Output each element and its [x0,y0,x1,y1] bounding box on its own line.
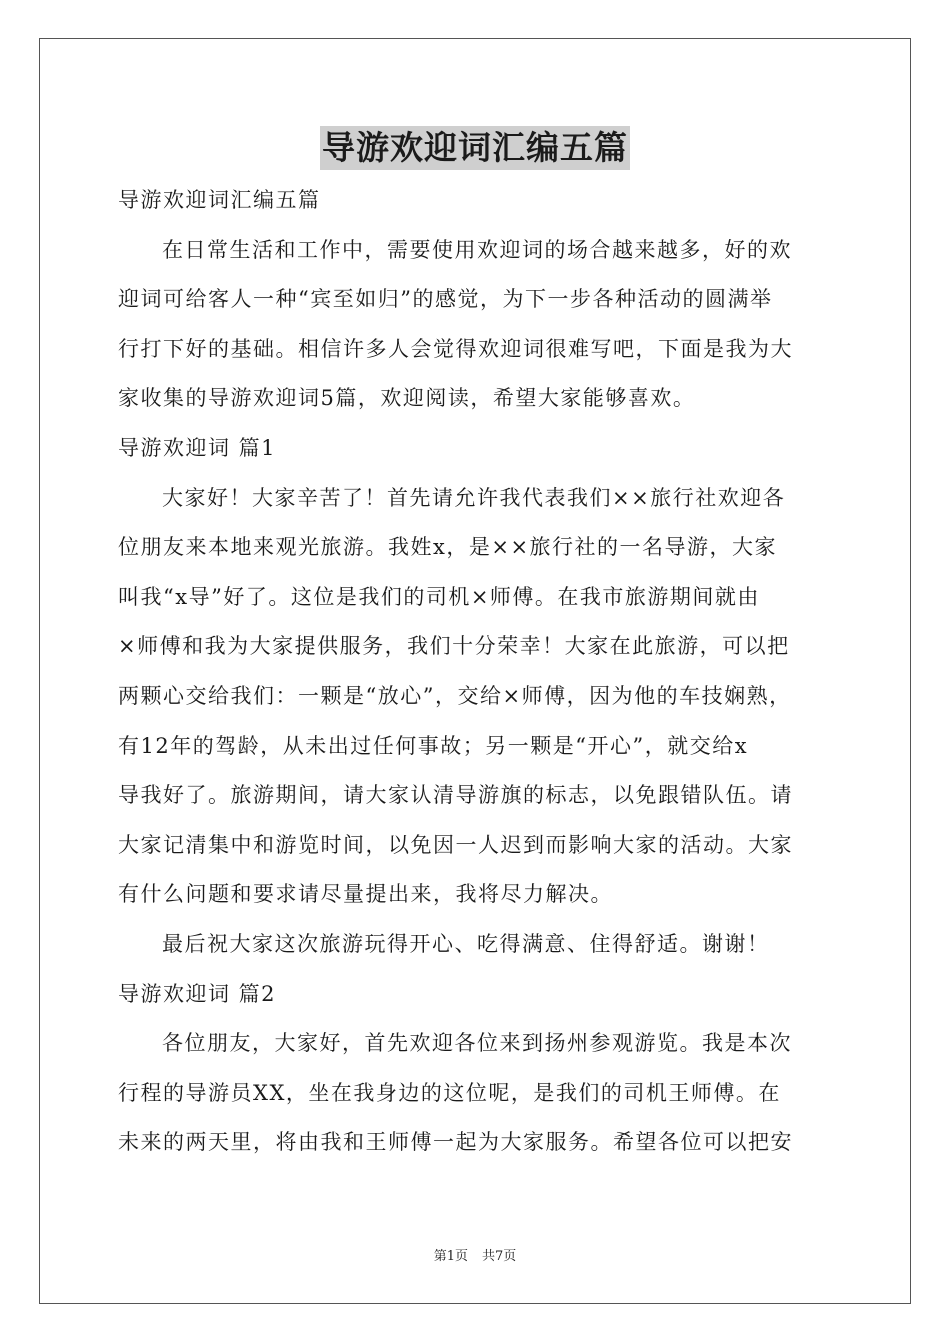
document-title [0,126,950,170]
text-line: ×师傅和我为大家提供服务，我们十分荣幸！大家在此旅游，可以把 [118,634,790,659]
document-body [118,176,838,1168]
text-line: 大家好！大家辛苦了！首先请允许我代表我们××旅行社欢迎各 [162,485,786,510]
text-line: 大家记清集中和游览时间，以免因一人迟到而影响大家的活动。大家 [118,832,793,857]
text-line: 行程的导游员XX，坐在我身边的这位呢，是我们的司机王师傅。在 [118,1080,781,1105]
text-line: 导游欢迎词 篇1 [118,435,277,460]
text-line: 有什么问题和要求请尽量提出来，我将尽力解决。 [118,882,613,907]
page-total: 共7页 [482,1249,517,1264]
text-line: 行打下好的基础。相信许多人会觉得欢迎词很难写吧，下面是我为大 [118,336,793,361]
document-title-text: 导游欢迎词汇编五篇 [320,126,630,170]
text-line: 最后祝大家这次旅游玩得开心、吃得满意、住得舒适。谢谢！ [162,931,770,956]
page-number: 第1页 [433,1249,468,1264]
text-line: 两颗心交给我们：一颗是“放心”，交给×师傅，因为他的车技娴熟， [118,683,792,708]
text-line: 在日常生活和工作中，需要使用欢迎词的场合越来越多，好的欢 [162,237,792,262]
text-line: 各位朋友，大家好，首先欢迎各位来到扬州参观游览。我是本次 [162,1031,792,1056]
text-line: 导游欢迎词 篇2 [118,981,277,1006]
text-line: 迎词可给客人一种“宾至如归”的感觉，为下一步各种活动的圆满举 [118,287,773,312]
text-line: 有12年的驾龄，从未出过任何事故；另一颗是“开心”，就交给x [118,733,749,758]
page-footer [0,1248,950,1266]
text-line: 导游欢迎词汇编五篇 [118,188,321,212]
text-line: 导我好了。旅游期间，请大家认清导游旗的标志，以免跟错队伍。请 [118,783,793,808]
text-line: 位朋友来本地来观光旅游。我姓x，是××旅行社的一名导游，大家 [118,535,778,560]
text-line: 未来的两天里，将由我和王师傅一起为大家服务。希望各位可以把安 [118,1130,793,1155]
text-line: 家收集的导游欢迎词5篇，欢迎阅读，希望大家能够喜欢。 [118,386,696,411]
text-line: 叫我“x导”好了。这位是我们的司机×师傅。在我市旅游期间就由 [118,584,760,609]
